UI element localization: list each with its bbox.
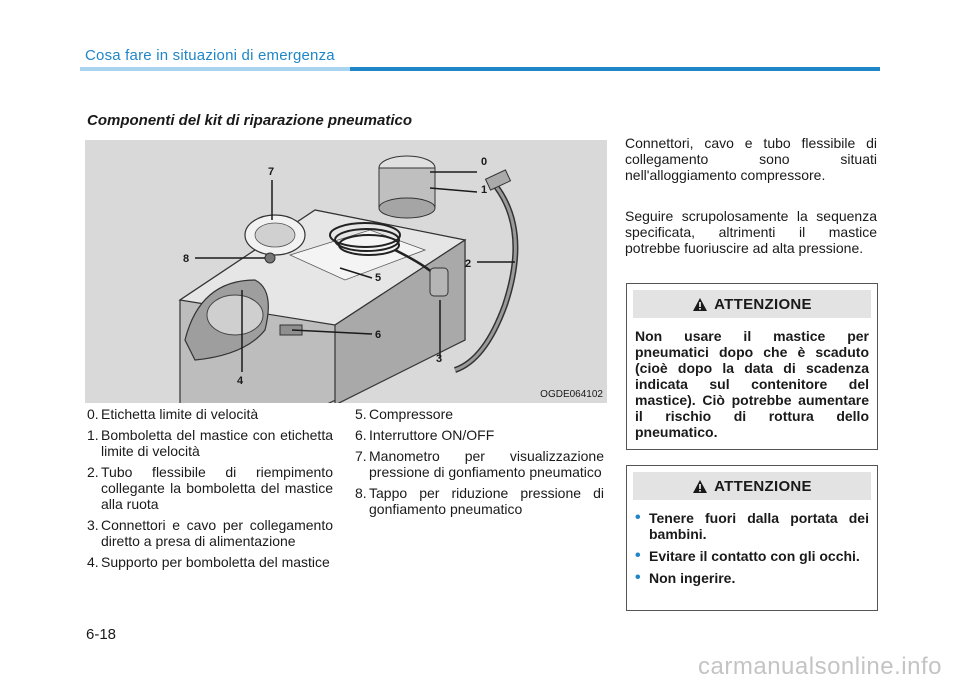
- list-item: [355, 485, 604, 517]
- figure-code: OGDE064102: [540, 389, 603, 400]
- pressure-gauge-face: [255, 223, 295, 247]
- bullet-icon: •: [635, 509, 641, 526]
- list-item: [355, 406, 604, 422]
- subheading: Componenti del kit di riparazione pneumatico: [87, 112, 413, 129]
- list-item: [87, 554, 333, 570]
- warning-box-expiry: [626, 283, 878, 450]
- list-item: [635, 548, 869, 564]
- list-item: [87, 517, 333, 549]
- item-text: Interruttore ON/OFF: [369, 427, 495, 443]
- warning-bullets: [627, 500, 877, 602]
- connectors-paragraph: Connettori, cavo e tubo flessibile di collegamento sono situati nell'alloggiamento compressore.: [625, 135, 877, 183]
- item-text: Connettori e cavo per collegamento diretto a presa di alimentazione: [101, 517, 333, 549]
- warning-triangle-icon: [692, 297, 708, 312]
- sequence-paragraph: Seguire scrupolosamente la sequenza specificata, altrimenti il mastice potrebbe fuoriuscire ad alta pressione.: [625, 208, 877, 256]
- callout-4: 4: [237, 375, 244, 387]
- warning-text: Non usare il mastice per pneumatici dopo che è scaduto (cioè dopo la data di scadenza indicata sul contenitore del mastice). Ciò potrebbe aumentare il rischio di rottura dello pneumatico.: [635, 328, 869, 440]
- callout-7: 7: [268, 166, 275, 178]
- callout-6: 6: [375, 329, 382, 341]
- list-item: [355, 448, 604, 480]
- item-number: 2.: [87, 464, 99, 480]
- list-item: [635, 510, 869, 542]
- bullet-text: Non ingerire.: [649, 570, 736, 586]
- list-item: [87, 406, 333, 422]
- item-text: Bomboletta del mastice con etichetta limite di velocità: [101, 427, 333, 459]
- bullet-icon: •: [635, 569, 641, 586]
- page-number: 6-18: [86, 626, 117, 643]
- section-title: Cosa fare in situazioni di emergenza: [85, 47, 335, 64]
- callout-1: 1: [481, 184, 488, 196]
- watermark: carmanualsonline.info: [698, 653, 942, 680]
- item-number: 7.: [355, 448, 367, 464]
- item-text: Supporto per bomboletta del mastice: [101, 554, 330, 570]
- item-text: Tappo per riduzione pressione di gonfiamento pneumatico: [369, 485, 604, 517]
- warning-box-safety: [626, 465, 878, 611]
- warning-header: [633, 290, 871, 318]
- callout-5: 5: [375, 272, 382, 284]
- item-number: 6.: [355, 427, 367, 443]
- item-number: 1.: [87, 427, 99, 443]
- item-number: 8.: [355, 485, 367, 501]
- item-text: Compressore: [369, 406, 454, 422]
- warning-header: [633, 472, 871, 500]
- list-item: [87, 427, 333, 459]
- callout-2: 2: [465, 258, 472, 270]
- item-number: 3.: [87, 517, 99, 533]
- warning-title: ATTENZIONE: [714, 295, 812, 313]
- warning-title: ATTENZIONE: [714, 477, 812, 495]
- parts-list-right: [355, 406, 604, 522]
- callout-0: 0: [481, 156, 488, 168]
- item-text: Etichetta limite di velocità: [101, 406, 259, 422]
- callout-3: 3: [436, 353, 443, 365]
- item-number: 4.: [87, 554, 99, 570]
- kit-figure: [85, 140, 607, 403]
- bullet-text: Tenere fuori dalla portata dei bambini.: [649, 510, 869, 542]
- list-item: [87, 464, 333, 512]
- header-rule: [80, 67, 880, 71]
- canister-holder-inner: [207, 295, 263, 335]
- bullet-text: Evitare il contatto con gli occhi.: [649, 548, 860, 564]
- bullet-icon: •: [635, 547, 641, 564]
- list-item: [355, 427, 604, 443]
- parts-list-left: [87, 406, 333, 575]
- tire-repair-kit-illustration: [85, 140, 607, 403]
- callout-8: 8: [183, 253, 190, 265]
- item-number: 0.: [87, 406, 99, 422]
- item-text: Manometro per visualizzazione pressione di gonfiamento pneumatico: [369, 448, 604, 480]
- power-plug: [430, 268, 448, 296]
- item-number: 5.: [355, 406, 367, 422]
- pressure-reduction-cap: [265, 253, 275, 263]
- item-text: Tubo flessibile di riempimento collegante la bomboletta del mastice alla ruota: [101, 464, 333, 512]
- list-item: [635, 570, 869, 586]
- warning-triangle-icon: [692, 479, 708, 494]
